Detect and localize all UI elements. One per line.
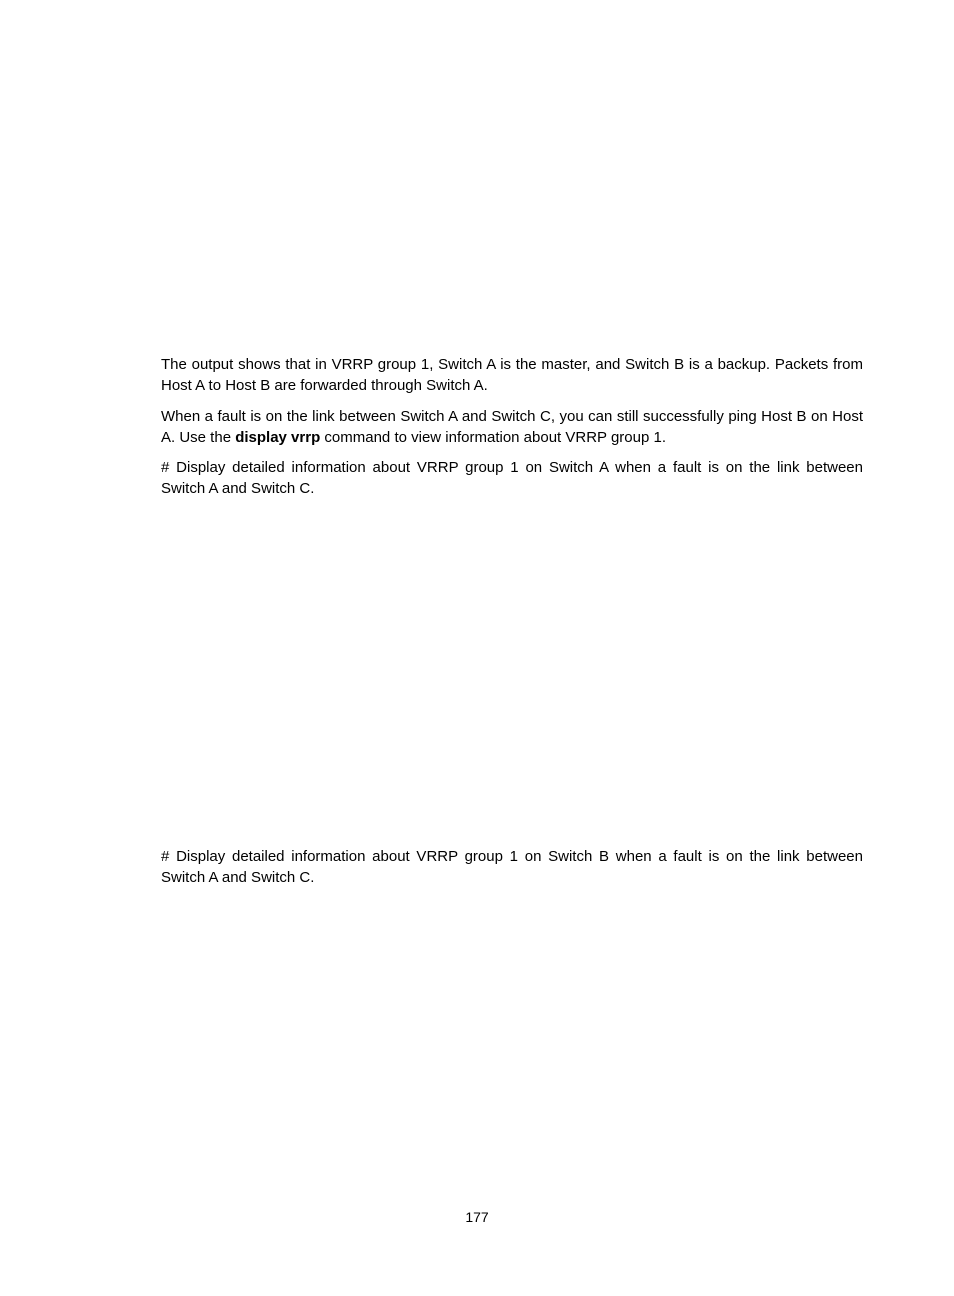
paragraph-text: When a fault is on the link between Switch A and Switch C, you can still successfully ping Host B on Host A. Use the [161,408,863,446]
paragraph-display-switch-b: # Display detailed information about VRRP group 1 on Switch B when a fault is on the link between Switch A and Switch C. [161,848,863,886]
paragraph-output-summary: The output shows that in VRRP group 1, Switch A is the master, and Switch B is a backup. Packets from Host A to Host B are forwarded through Switch A. [161,356,863,394]
command-keyword: display vrrp [235,429,321,446]
paragraph-text: command to view information about VRRP group 1. [320,429,666,446]
paragraph-display-switch-a: # Display detailed information about VRRP group 1 on Switch A when a fault is on the link between Switch A and Switch C. [161,459,863,497]
page-number: 177 [465,1209,489,1225]
paragraph-fault-ping [161,406,863,448]
